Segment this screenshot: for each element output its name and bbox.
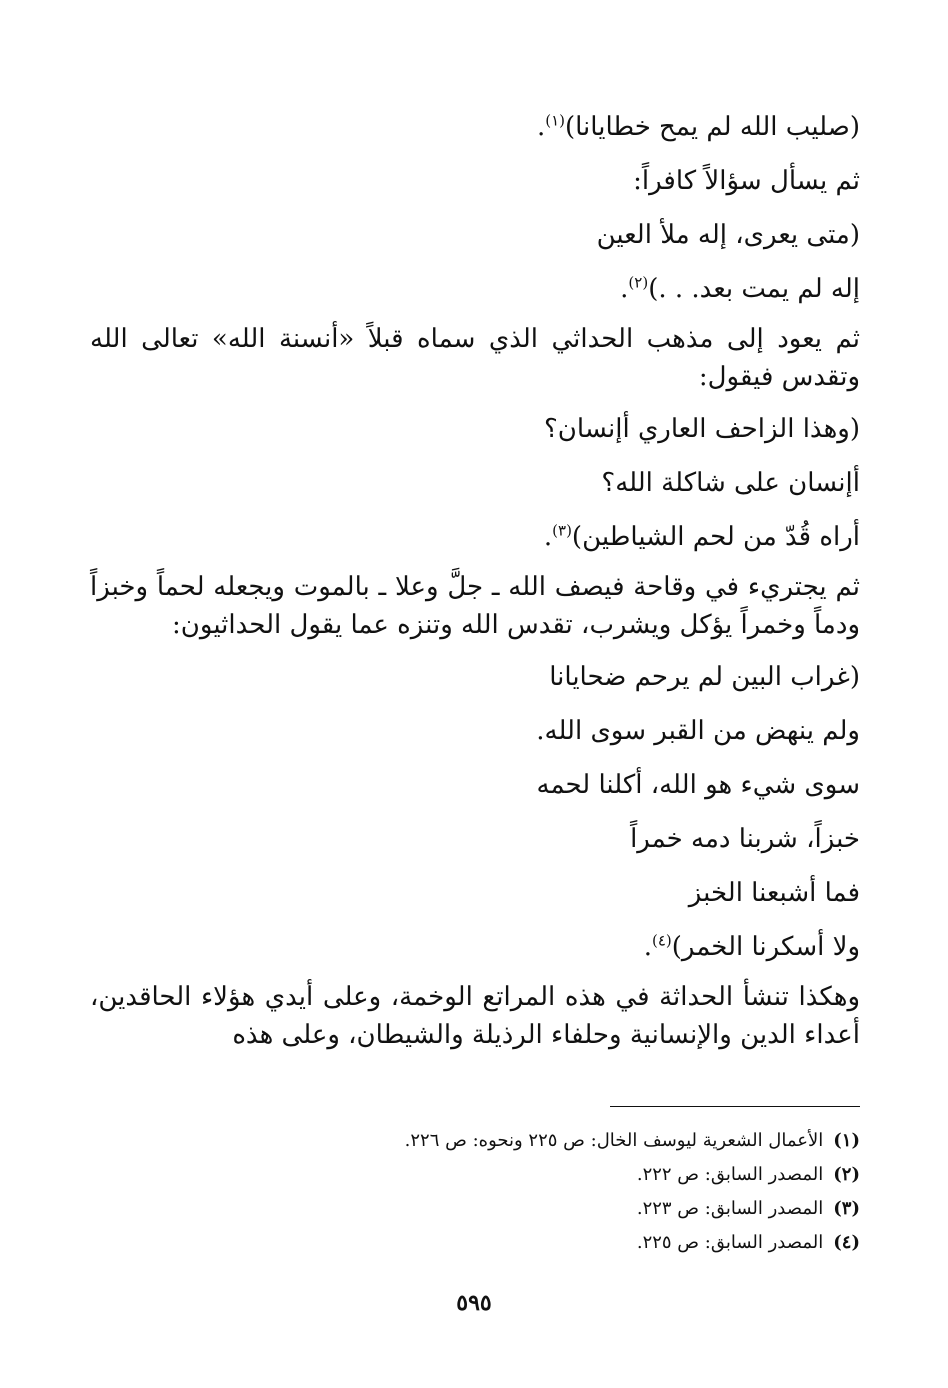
verse-line: (غراب البين لم يرحم ضحايانا <box>549 662 860 692</box>
verse-end: . <box>543 522 553 552</box>
footnote <box>90 1226 860 1260</box>
paragraph: ثم يعود إلى مذهب الحداثي الذي سماه قبلاً «أنسنة الله» تعالى الله وتقدس فيقول: <box>90 324 860 392</box>
verse-line <box>90 262 860 316</box>
footnote-number: (٤) <box>833 1232 860 1253</box>
footnote <box>90 1158 860 1192</box>
footnote <box>90 1192 860 1226</box>
verse-text: ولا أسكرنا الخمر) <box>671 932 860 962</box>
verse-text: أراه قُدّ من لحم الشياطين) <box>571 522 860 552</box>
footnote-number: (٣) <box>833 1198 860 1219</box>
paragraph: ثم يجتريء في وقاحة فيصف الله ـ جلَّ وعلا ـ بالموت ويجعله لحماً وخبزاً ودماً وخمراً يؤكل ويشرب، تقدس الله وتنزه عما يقول الحداثيون: <box>90 572 860 640</box>
verse-line: فما أشبعنا الخبز <box>688 878 860 908</box>
verse-end: . <box>536 112 546 142</box>
verse-line <box>90 920 860 974</box>
footnote <box>90 1124 860 1158</box>
verse-line <box>90 100 860 154</box>
main-text <box>90 100 860 1060</box>
verse-line: أإنسان على شاكلة الله؟ <box>601 468 860 498</box>
verse-line: سوى شيء هو الله، أكلنا لحمه <box>536 770 860 800</box>
footnote-text: الأعمال الشعرية ليوسف الخال: ص ٢٢٥ ونحوه: ص ٢٢٦. <box>404 1130 824 1151</box>
verse-end: . <box>643 932 652 962</box>
verse-line: (متى يعرى، إله ملأ العين <box>596 220 860 250</box>
verse-line: خبزاً، شربنا دمه خمراً <box>630 824 860 854</box>
verse-end: . <box>620 274 629 304</box>
verse-text: إله لم يمت بعد. . .) <box>648 274 860 304</box>
footnote-ref[interactable]: (١) <box>545 111 565 130</box>
footnote-number: (١) <box>833 1130 860 1151</box>
text-line: ثم يسأل سؤالاً كافراً: <box>633 166 860 196</box>
footnote-text: المصدر السابق: ص ٢٢٢. <box>636 1164 824 1185</box>
footnote-text: المصدر السابق: ص ٢٢٥. <box>636 1232 824 1253</box>
footnote-text: المصدر السابق: ص ٢٢٣. <box>636 1198 824 1219</box>
footnote-ref[interactable]: (٣) <box>552 521 572 540</box>
footnote-number: (٢) <box>833 1164 860 1185</box>
footnote-ref[interactable]: (٤) <box>651 931 672 950</box>
footnote-divider <box>610 1106 860 1107</box>
verse-line: (وهذا الزاحف العاري أإنسان؟ <box>544 414 860 444</box>
verse-text: (صليب الله لم يمح خطايانا) <box>564 112 860 142</box>
footnote-ref[interactable]: (٢) <box>628 273 649 292</box>
page-number: ٥٩٥ <box>456 1290 492 1316</box>
footnotes <box>90 1124 860 1260</box>
verse-line: ولم ينهض من القبر سوى الله. <box>536 716 860 746</box>
paragraph: وهكذا تنشأ الحداثة في هذه المراتع الوخمة، وعلى أيدي هؤلاء الحاقدين، أعداء الدين والإنسانية وحلفاء الرذيلة والشيطان، وعلى هذه <box>90 982 860 1050</box>
verse-line <box>90 510 860 564</box>
